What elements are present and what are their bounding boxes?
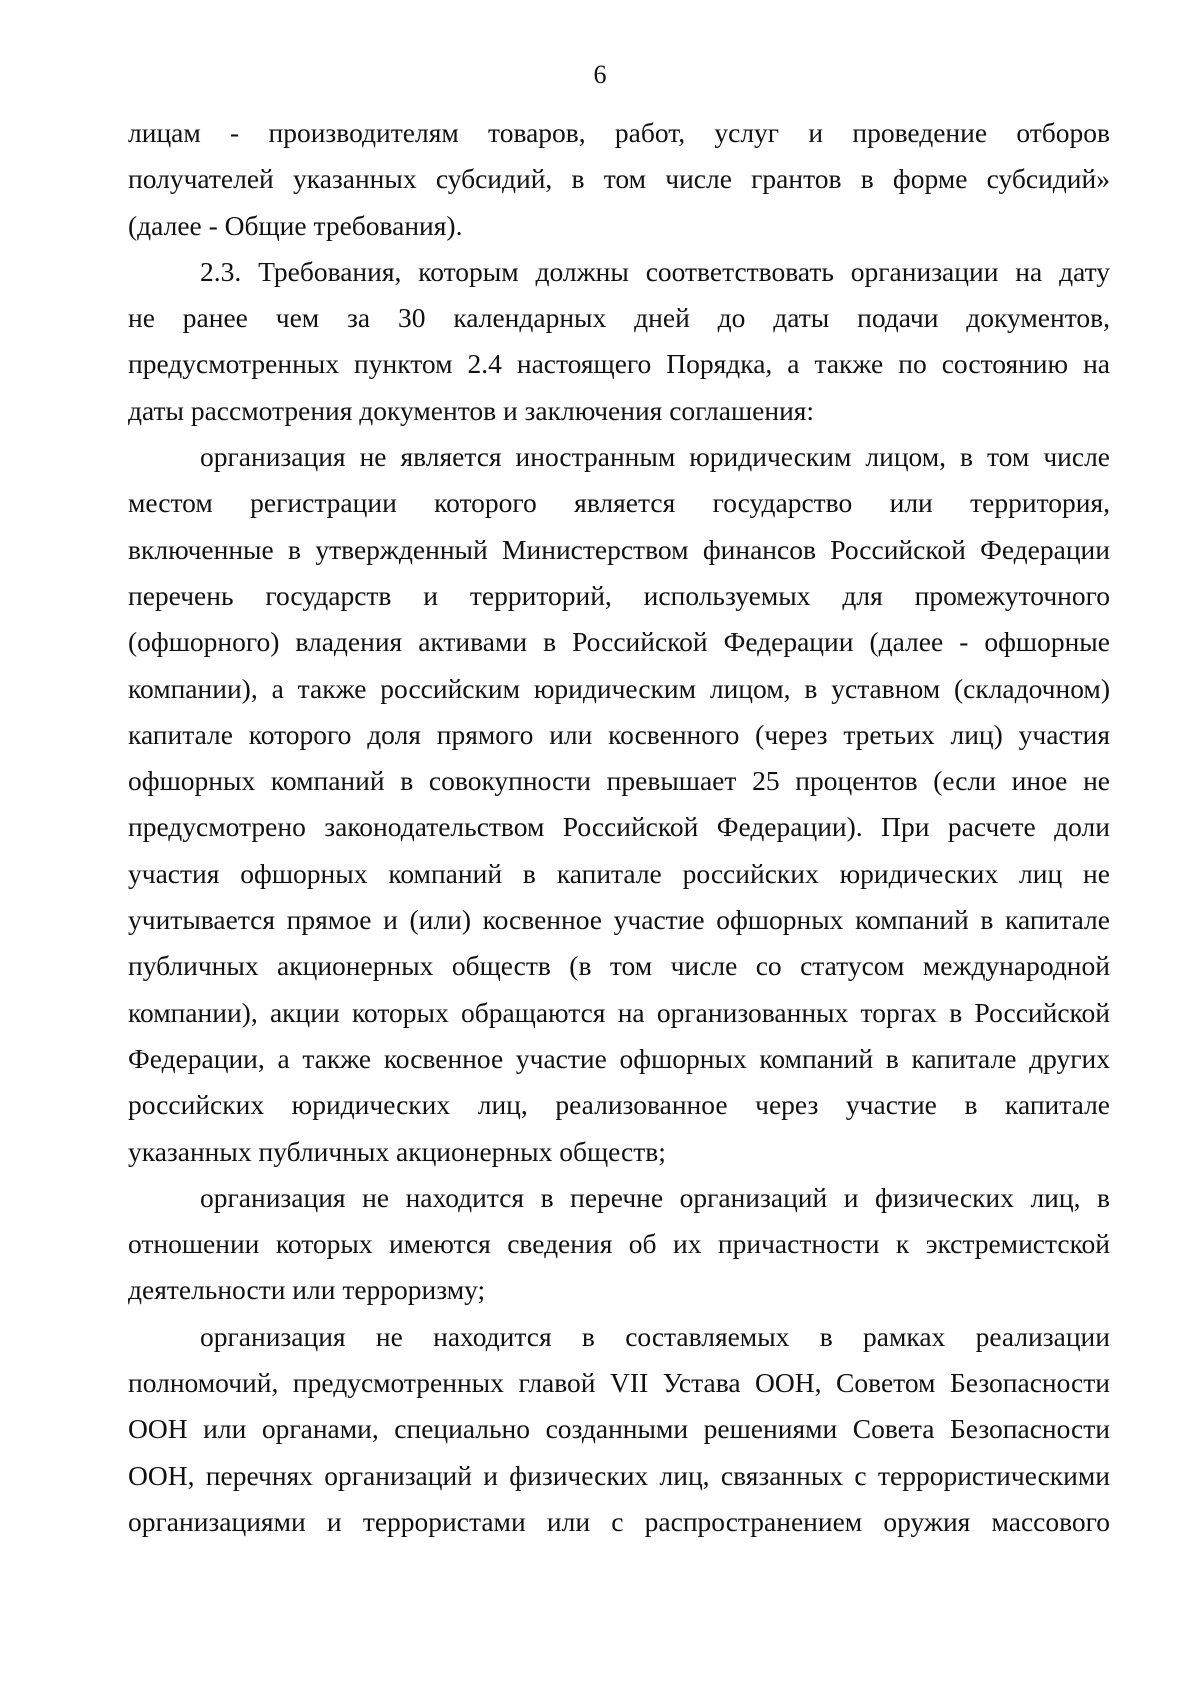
body-text bbox=[128, 110, 1110, 1545]
text-line: Федерации, а также косвенное участие офшорных компаний в капитале других bbox=[128, 1042, 1110, 1074]
text-line: (далее - Общие требования). bbox=[128, 209, 463, 241]
page-number: 6 bbox=[593, 60, 607, 89]
text-line: организациями и террористами или с распространением оружия массового bbox=[128, 1505, 1110, 1537]
text-line: офшорных компаний в совокупности превышает 25 процентов (если иное не bbox=[128, 765, 1110, 797]
text-line: перечень государств и территорий, используемых для промежуточного bbox=[128, 579, 1110, 611]
text-line: предусмотрено законодательством Российской Федерации). При расчете доли bbox=[128, 811, 1110, 843]
text-line: указанных публичных акционерных обществ; bbox=[128, 1135, 666, 1167]
text-line: ООН или органами, специально созданными решениями Совета Безопасности bbox=[128, 1413, 1110, 1445]
text-line: учитывается прямое и (или) косвенное участие офшорных компаний в капитале bbox=[128, 904, 1110, 936]
text-line: публичных акционерных обществ (в том числе со статусом международной bbox=[128, 950, 1110, 982]
text-line: не ранее чем за 30 календарных дней до даты подачи документов, bbox=[128, 302, 1110, 334]
paragraph-start-line: организация не находится в перечне организаций и физических лиц, в bbox=[200, 1181, 1110, 1213]
paragraph-start-line: 2.3. Требования, которым должны соответствовать организации на дату bbox=[200, 255, 1110, 287]
text-line: отношении которых имеются сведения об их причастности к экстремистской bbox=[128, 1228, 1110, 1260]
paragraph-start-line: организация не является иностранным юридическим лицом, в том числе bbox=[200, 441, 1110, 473]
text-line: компании), а также российским юридическим лицом, в уставном (складочном) bbox=[128, 672, 1110, 704]
text-line: деятельности или терроризму; bbox=[128, 1274, 486, 1306]
text-line: предусмотренных пунктом 2.4 настоящего Порядка, а также по состоянию на bbox=[128, 348, 1110, 380]
text-line: компании), акции которых обращаются на организованных торгах в Российской bbox=[128, 996, 1110, 1028]
text-line: (офшорного) владения активами в Российской Федерации (далее - офшорные bbox=[128, 626, 1110, 658]
paragraph-start-line: организация не находится в составляемых в рамках реализации bbox=[200, 1320, 1110, 1352]
text-line: российских юридических лиц, реализованное через участие в капитале bbox=[128, 1089, 1110, 1121]
text-line: местом регистрации которого является государство или территория, bbox=[128, 487, 1110, 519]
text-line: полномочий, предусмотренных главой VII Устава ООН, Советом Безопасности bbox=[128, 1367, 1110, 1399]
text-line: включенные в утвержденный Министерством финансов Российской Федерации bbox=[128, 533, 1110, 565]
text-line: ООН, перечнях организаций и физических лиц, связанных с террористическими bbox=[128, 1459, 1110, 1491]
text-line: получателей указанных субсидий, в том числе грантов в форме субсидий» bbox=[128, 163, 1110, 195]
text-line: капитале которого доля прямого или косвенного (через третьих лиц) участия bbox=[128, 718, 1110, 750]
text-line: участия офшорных компаний в капитале российских юридических лиц не bbox=[128, 857, 1110, 889]
text-line: лицам - производителям товаров, работ, услуг и проведение отборов bbox=[128, 117, 1110, 148]
text-line: даты рассмотрения документов и заключения соглашения: bbox=[128, 394, 815, 426]
